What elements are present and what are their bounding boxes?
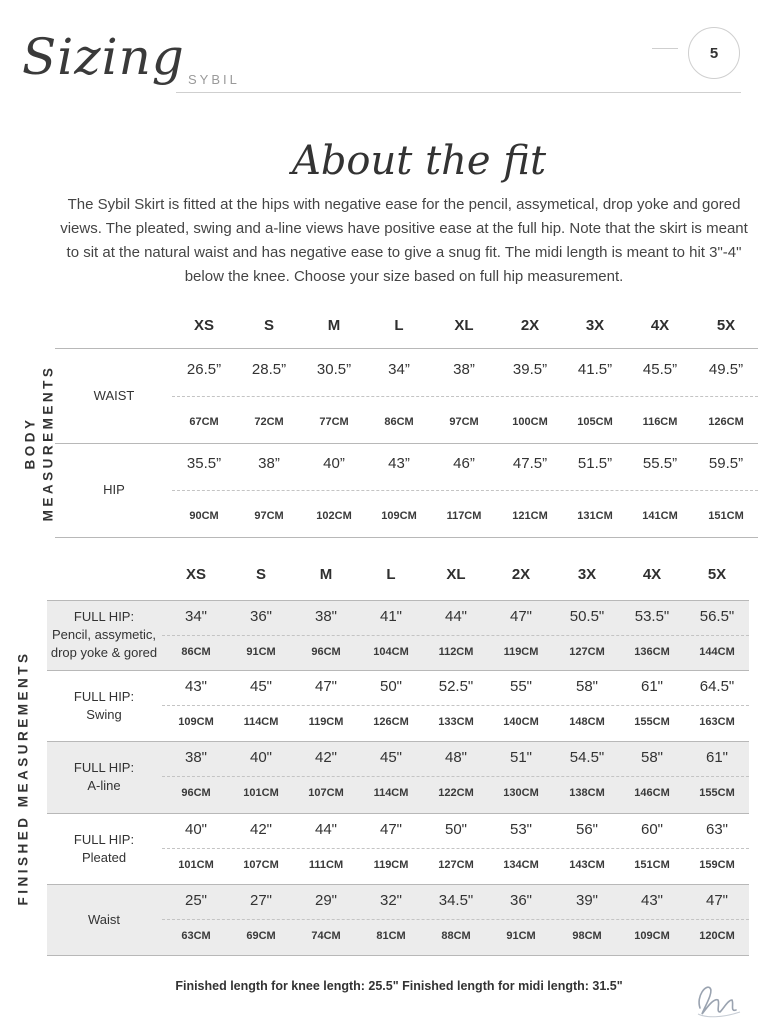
table-rule — [47, 670, 749, 671]
cm-value: 151CM — [634, 859, 670, 871]
inch-value: 47" — [705, 892, 728, 909]
cm-value: 74CM — [311, 930, 341, 942]
side-label-line: MEASUREMENTS — [40, 364, 56, 521]
cm-value: 107CM — [243, 859, 279, 871]
row-divider — [162, 705, 749, 706]
cm-value: 151CM — [708, 510, 744, 522]
size-header: 3X — [585, 317, 605, 334]
inch-value: 44" — [314, 821, 337, 838]
inch-value: 43" — [184, 678, 207, 695]
cm-value: 136CM — [634, 646, 670, 658]
inch-value: 36" — [509, 892, 532, 909]
inch-value: 55" — [509, 678, 532, 695]
inch-value: 58" — [640, 749, 663, 766]
inch-value: 53.5" — [634, 608, 670, 625]
cm-value: 140CM — [503, 716, 539, 728]
cm-value: 102CM — [316, 510, 352, 522]
inch-value: 48" — [444, 749, 467, 766]
cm-value: 86CM — [181, 646, 211, 658]
cm-value: 138CM — [569, 787, 605, 799]
cm-value: 141CM — [642, 510, 678, 522]
inch-value: 38” — [453, 361, 475, 378]
size-header: S — [255, 566, 266, 583]
size-header: XS — [185, 566, 206, 583]
cm-value: 148CM — [569, 716, 605, 728]
inch-value: 50" — [379, 678, 402, 695]
inch-value: 46” — [453, 455, 475, 472]
cm-value: 134CM — [503, 859, 539, 871]
side-label-line: BODY — [22, 415, 38, 470]
cm-value: 111CM — [308, 859, 344, 871]
cm-value: 98CM — [572, 930, 602, 942]
cm-value: 126CM — [373, 716, 409, 728]
table-rule — [47, 600, 749, 601]
cm-value: 130CM — [503, 787, 539, 799]
cm-value: 119CM — [373, 859, 409, 871]
inch-value: 43” — [388, 455, 410, 472]
cm-value: 91CM — [246, 646, 276, 658]
size-header: 5X — [707, 566, 727, 583]
cm-value: 126CM — [708, 416, 744, 428]
inch-value: 54.5" — [569, 749, 605, 766]
inch-value: 26.5” — [186, 361, 222, 378]
inch-value: 50" — [444, 821, 467, 838]
inch-value: 64.5" — [699, 678, 735, 695]
cm-value: 101CM — [178, 859, 214, 871]
inch-value: 41.5” — [577, 361, 613, 378]
cm-value: 69CM — [246, 930, 276, 942]
page-number: 5 — [688, 27, 740, 79]
row-label-line: A-line — [87, 778, 121, 793]
inch-value: 60" — [640, 821, 663, 838]
inch-value: 47" — [379, 821, 402, 838]
cm-value: 122CM — [438, 787, 474, 799]
size-header: S — [263, 317, 274, 334]
inch-value: 39" — [575, 892, 598, 909]
inch-value: 38" — [314, 608, 337, 625]
size-header: 4X — [642, 566, 662, 583]
cm-value: 101CM — [243, 787, 279, 799]
size-header: 2X — [511, 566, 531, 583]
row-label-line: FULL HIP: — [73, 760, 135, 775]
row-label — [47, 608, 161, 662]
inch-value: 61" — [705, 749, 728, 766]
table-rule — [55, 443, 758, 444]
inch-value: 40" — [249, 749, 272, 766]
row-label-line: drop yoke & gored — [50, 645, 158, 660]
cm-value: 143CM — [569, 859, 605, 871]
cm-value: 114CM — [373, 787, 409, 799]
pattern-name: SYBIL — [188, 72, 240, 87]
size-header: 2X — [520, 317, 540, 334]
row-divider — [162, 848, 749, 849]
fit-description: The Sybil Skirt is fitted at the hips with negative ease for the pencil, assymetical, drop yoke and gored views. The pleated, swing and a-line views have positive ease at the full hip. Note that the skirt is meant to sit at the natural waist and has negative ease to give a snug fit. The midi length is meant to hit 3"-4" below the knee. Choose your size based on full hip measurement. — [60, 196, 748, 285]
cm-value: 97CM — [449, 416, 479, 428]
cm-value: 119CM — [308, 716, 344, 728]
cm-value: 133CM — [438, 716, 474, 728]
inch-value: 25" — [184, 892, 207, 909]
section-title: Sizing — [22, 28, 185, 86]
table-rule — [47, 813, 749, 814]
cm-value: 121CM — [512, 510, 548, 522]
row-label: HIP — [103, 482, 125, 497]
inch-value: 27" — [249, 892, 272, 909]
cm-value: 114CM — [243, 716, 279, 728]
inch-value: 52.5" — [438, 678, 474, 695]
inch-value: 42" — [249, 821, 272, 838]
row-divider — [162, 635, 749, 636]
inch-value: 30.5” — [316, 361, 352, 378]
finished-length-note: Finished length for knee length: 25.5" Finished length for midi length: 31.5" — [175, 979, 623, 993]
size-header: M — [327, 317, 341, 334]
row-label — [47, 688, 161, 724]
inch-value: 61" — [640, 678, 663, 695]
size-header: L — [394, 317, 404, 334]
inch-value: 39.5” — [512, 361, 548, 378]
row-label-line: Pleated — [81, 849, 127, 865]
cm-value: 109CM — [381, 510, 417, 522]
cm-value: 119CM — [503, 646, 539, 658]
inch-value: 38" — [184, 749, 207, 766]
inch-value: 45" — [379, 749, 402, 766]
table-rule — [55, 537, 758, 538]
row-label-line: FULL HIP: — [73, 688, 135, 704]
inch-value: 50.5" — [569, 608, 605, 625]
inch-value: 32" — [379, 892, 402, 909]
cm-value: 155CM — [699, 787, 735, 799]
inch-value: 42" — [314, 749, 337, 766]
cm-value: 97CM — [254, 510, 284, 522]
brand-logo-icon — [692, 978, 746, 1020]
inch-value: 58" — [575, 678, 598, 695]
row-label-line: Pencil, assymetic, — [51, 627, 157, 642]
inch-value: 45" — [249, 678, 272, 695]
cm-value: 104CM — [373, 646, 409, 658]
cm-value: 116CM — [642, 416, 678, 428]
row-label-line: FULL HIP: — [73, 831, 135, 847]
finished-measurements-side-label — [12, 600, 34, 955]
inch-value: 28.5” — [251, 361, 287, 378]
inch-value: 59.5” — [708, 455, 744, 472]
cm-value: 109CM — [634, 930, 670, 942]
cm-value: 155CM — [634, 716, 670, 728]
row-label — [47, 831, 161, 867]
cm-value: 90CM — [189, 510, 219, 522]
row-label — [47, 759, 161, 795]
inch-value: 35.5” — [186, 455, 222, 472]
fit-title: About the fit — [291, 138, 547, 184]
cm-value: 144CM — [699, 646, 735, 658]
inch-value: 53" — [509, 821, 532, 838]
cm-value: 127CM — [438, 859, 474, 871]
cm-value: 117CM — [446, 510, 482, 522]
page-number-dash — [652, 48, 678, 49]
inch-value: 47" — [314, 678, 337, 695]
cm-value: 105CM — [577, 416, 613, 428]
size-header: M — [319, 566, 333, 583]
inch-value: 45.5” — [642, 361, 678, 378]
size-header: 5X — [716, 317, 736, 334]
table-rule — [47, 884, 749, 885]
inch-value: 56" — [575, 821, 598, 838]
row-divider — [162, 919, 749, 920]
row-label-line: FULL HIP: — [73, 609, 135, 624]
cm-value: 77CM — [319, 416, 349, 428]
inch-value: 51" — [509, 749, 532, 766]
row-label: WAIST — [93, 388, 135, 403]
inch-value: 47" — [509, 608, 532, 625]
inch-value: 34.5" — [438, 892, 474, 909]
cm-value: 131CM — [577, 510, 613, 522]
side-label-text: FINISHED MEASUREMENTS — [15, 649, 31, 906]
inch-value: 51.5” — [577, 455, 613, 472]
size-header: 4X — [650, 317, 670, 334]
cm-value: 63CM — [181, 930, 211, 942]
cm-value: 100CM — [512, 416, 548, 428]
cm-value: 67CM — [189, 416, 219, 428]
size-header: XL — [446, 566, 466, 583]
cm-value: 96CM — [181, 787, 211, 799]
cm-value: 96CM — [311, 646, 341, 658]
inch-value: 29" — [314, 892, 337, 909]
inch-value: 63" — [705, 821, 728, 838]
inch-value: 55.5” — [642, 455, 678, 472]
inch-value: 41" — [379, 608, 402, 625]
row-label-line: Swing — [86, 706, 122, 722]
inch-value: 36" — [249, 608, 272, 625]
body-measurements-side-label — [16, 345, 62, 540]
cm-value: 120CM — [699, 930, 735, 942]
inch-value: 40” — [323, 455, 345, 472]
size-header: XS — [193, 317, 214, 334]
cm-value: 163CM — [699, 716, 735, 728]
cm-value: 146CM — [634, 787, 670, 799]
inch-value: 40" — [184, 821, 207, 838]
row-divider — [172, 490, 758, 491]
size-header: 3X — [577, 566, 597, 583]
row-divider — [172, 396, 758, 397]
row-label-line: Waist — [87, 911, 121, 927]
row-divider — [162, 776, 749, 777]
size-header: XL — [454, 317, 474, 334]
header-divider — [176, 92, 741, 93]
inch-value: 34” — [388, 361, 410, 378]
table-rule — [47, 741, 749, 742]
inch-value: 49.5” — [708, 361, 744, 378]
cm-value: 81CM — [376, 930, 406, 942]
row-label — [47, 911, 161, 929]
inch-value: 44" — [444, 608, 467, 625]
inch-value: 43" — [640, 892, 663, 909]
cm-value: 72CM — [254, 416, 284, 428]
cm-value: 107CM — [308, 787, 344, 799]
cm-value: 112CM — [438, 646, 474, 658]
inch-value: 56.5" — [699, 608, 735, 625]
cm-value: 127CM — [569, 646, 605, 658]
inch-value: 38” — [258, 455, 280, 472]
cm-value: 159CM — [699, 859, 735, 871]
size-header: L — [386, 566, 396, 583]
cm-value: 88CM — [441, 930, 471, 942]
cm-value: 109CM — [178, 716, 214, 728]
table-rule — [55, 348, 758, 349]
inch-value: 34" — [184, 608, 207, 625]
cm-value: 91CM — [506, 930, 536, 942]
cm-value: 86CM — [384, 416, 414, 428]
inch-value: 47.5” — [512, 455, 548, 472]
table-rule — [47, 955, 749, 956]
